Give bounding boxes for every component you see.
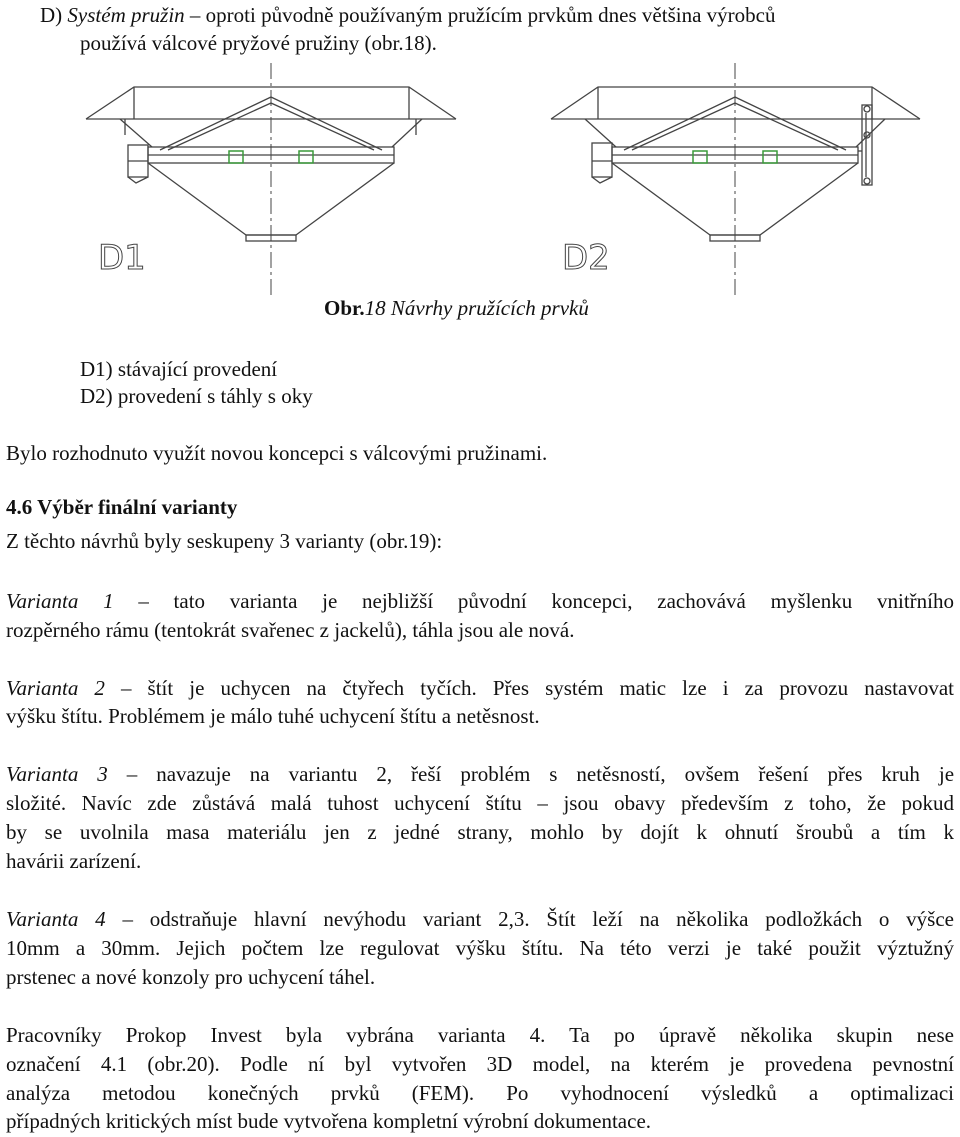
variant-1-name: Varianta 1 <box>6 589 114 613</box>
variant-2-name: Varianta 2 <box>6 676 105 700</box>
variant-4-line-1 <box>6 906 954 932</box>
variant-2-line-1 <box>6 675 954 701</box>
closing-line-3: analýza metodou konečných prvků (FEM). Po vyhodnocení výsledků a optimalizaci <box>6 1081 954 1105</box>
variant-4-text-1: – odstraňuje hlavní nevýhodu variant 2,3. Štít leží na několika podložkách o výšce <box>105 907 955 931</box>
variant-3-line-3: by se uvolnila masa materiálu jen z jedné strany, mohlo by dojít k ohnutí šroubů a tím k <box>6 820 954 844</box>
variant-3-name: Varianta 3 <box>6 762 108 786</box>
variant-3-line-4: havárii zarízení. <box>6 849 142 873</box>
figure-label-d1: D1 <box>98 238 146 278</box>
caption-label: Obr. <box>324 296 365 320</box>
variant-3-line-1 <box>6 761 954 787</box>
closing-line-4: případných kritických míst bude vytvořena kompletní výrobní dokumentace. <box>6 1109 652 1133</box>
intro-line-1-text: – oproti původně používaným pružícím prvkům dnes většina výrobců <box>184 3 776 27</box>
variant-1-line-1 <box>6 588 954 614</box>
legend-d2: D2) provedení s táhly s oky <box>80 384 313 408</box>
variant-4-line-2: 10mm a 30mm. Jejich počtem lze regulovat výšku štítu. Na této verzi je také použit výztužný <box>6 936 954 960</box>
variant-4-name: Varianta 4 <box>6 907 106 931</box>
variant-2-text-1: – štít je uchycen na čtyřech tyčích. Přes systém matic lze i za provozu nastavovat <box>104 676 954 700</box>
intro-line-2: používá válcové pryžové pružiny (obr.18). <box>80 31 437 55</box>
intro-marker: D) <box>40 3 63 27</box>
closing-line-1: Pracovníky Prokop Invest byla vybrána varianta 4. Ta po úpravě několika skupin nese <box>6 1023 954 1047</box>
intro-line-1 <box>40 2 775 28</box>
variant-3-text-1: – navazuje na variantu 2, řeší problém s netěsností, ovšem řešení přes kruh je <box>107 762 955 786</box>
legend-d1: D1) stávající provedení <box>80 357 278 381</box>
variant-2-line-2: výšku štítu. Problémem je málo tuhé uchycení štítu a netěsnost. <box>6 704 540 728</box>
variant-1-text-1: – tato varianta je nejbližší původní koncepci, zachovává myšlenku vnitřního <box>113 589 954 613</box>
variant-4-line-3: prstenec a nové konzoly pro uchycení táhel. <box>6 965 376 989</box>
intro-italic-term: Systém pružin <box>67 3 185 27</box>
caption-number: 18 <box>364 296 386 320</box>
figure-label-d2: D2 <box>562 238 610 278</box>
section-intro: Z těchto návrhů byly seskupeny 3 varianty (obr.19): <box>6 529 443 553</box>
figure-caption <box>324 295 589 321</box>
decision-text: Bylo rozhodnuto využít novou koncepci s válcovými pružinami. <box>6 441 548 465</box>
variant-3-line-2: složité. Navíc zde zůstává malá tuhost uchycení štítu – jsou obavy především z toho, že pokud <box>6 791 954 815</box>
caption-text: Návrhy pružících prvků <box>385 296 589 320</box>
section-heading: 4.6 Výběr finální varianty <box>6 495 238 519</box>
variant-1-line-2: rozpěrného rámu (tentokrát svařenec z jackelů), táhla jsou ale nová. <box>6 618 575 642</box>
closing-line-2: označení 4.1 (obr.20). Podle ní byl vytvořen 3D model, na kterém je provedena pevnostní <box>6 1052 954 1076</box>
